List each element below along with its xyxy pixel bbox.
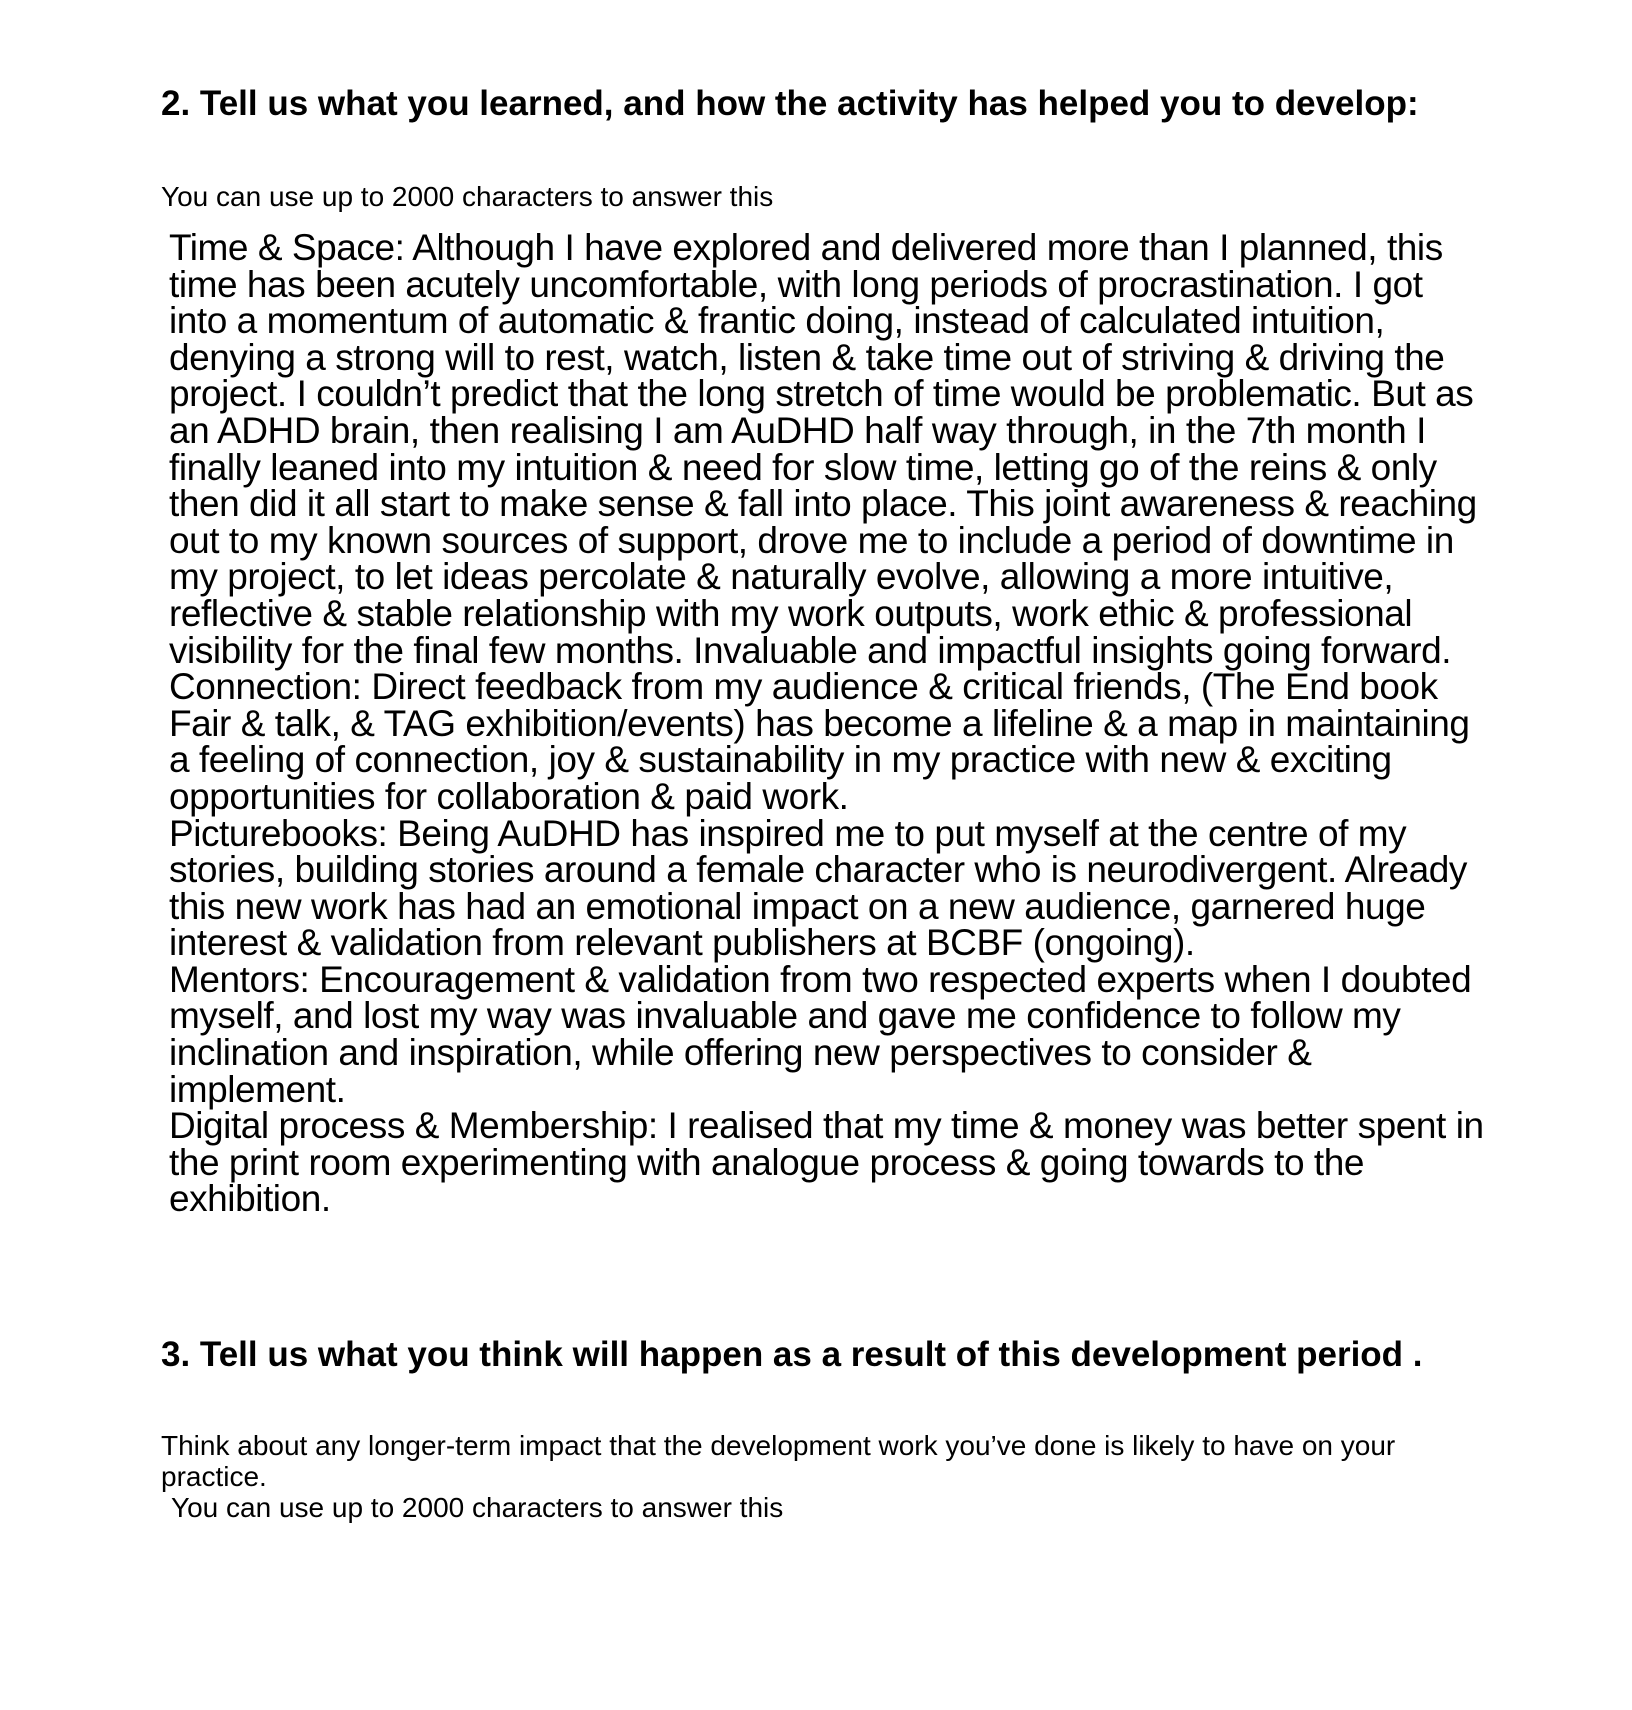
answer-paragraph-mentors: Mentors: Encouragement & validation from two respected experts when I doubted myself, and lost my way was invaluable and gave me confidence to follow my inclination and inspiration, while offering new perspectives to consider & implement.	[169, 958, 1472, 1110]
answer-paragraph-digital-process: Digital process & Membership: I realised that my time & money was better spent in the print room experimenting with analogue process & going towards to the exhibition.	[169, 1105, 1484, 1220]
answer-paragraph-connection: Connection: Direct feedback from my audience & critical friends, (The End book Fair & talk, & TAG exhibition/events) has become a lifeline & a map in maintaining a feeling of connection, joy & sustainability in my practice with new & exciting opportunities for collaboration & paid work.	[169, 666, 1470, 817]
answer-paragraph-time-space: Time & Space: Although I have explored and delivered more than I planned, this time has been acutely uncomfortable, with long periods of procrastination. I got into a momentum of automatic & frantic doing, instead of calculated intuition, denying a strong will to rest, watch, listen & take time out of striving & driving the project. I couldn’t predict that the long stretch of time would be problematic. But as an ADHD brain, then realising I am AuDHD half way through, in the 7th month I finally leaned into my intuition & need for slow time, letting go of the reins & only then did it all start to make sense & fall into place. This joint awareness & reaching out to my known sources of support, drove me to include a period of downtime in my project, to let ideas percolate & naturally evolve, allowing a more intuitive, reflective & stable relationship with my work outputs, work ethic & professional visibility for the final few months. Invaluable and impactful insights going forward.	[169, 227, 1477, 671]
question-2-title: 2. Tell us what you learned, and how the activity has helped you to develop:	[161, 84, 1419, 123]
question-3-character-limit: You can use up to 2000 characters to answer this	[171, 1492, 784, 1523]
answer-paragraph-picturebooks: Picturebooks: Being AuDHD has inspired me to put myself at the centre of my stories, building stories around a female character who is neurodivergent. Already this new work has had an emotional impact on a new audience, garnered huge interest & validation from relevant publishers at BCBF (ongoing).	[169, 812, 1467, 964]
question-2-answer	[169, 227, 1489, 1220]
question-3-hint: Think about any longer-term impact that the development work you’ve done is likely to have on your practice.	[161, 1430, 1396, 1492]
question-2-hint: You can use up to 2000 characters to answer this	[161, 181, 774, 212]
question-3-title: 3. Tell us what you think will happen as a result of this development period .	[161, 1335, 1423, 1374]
